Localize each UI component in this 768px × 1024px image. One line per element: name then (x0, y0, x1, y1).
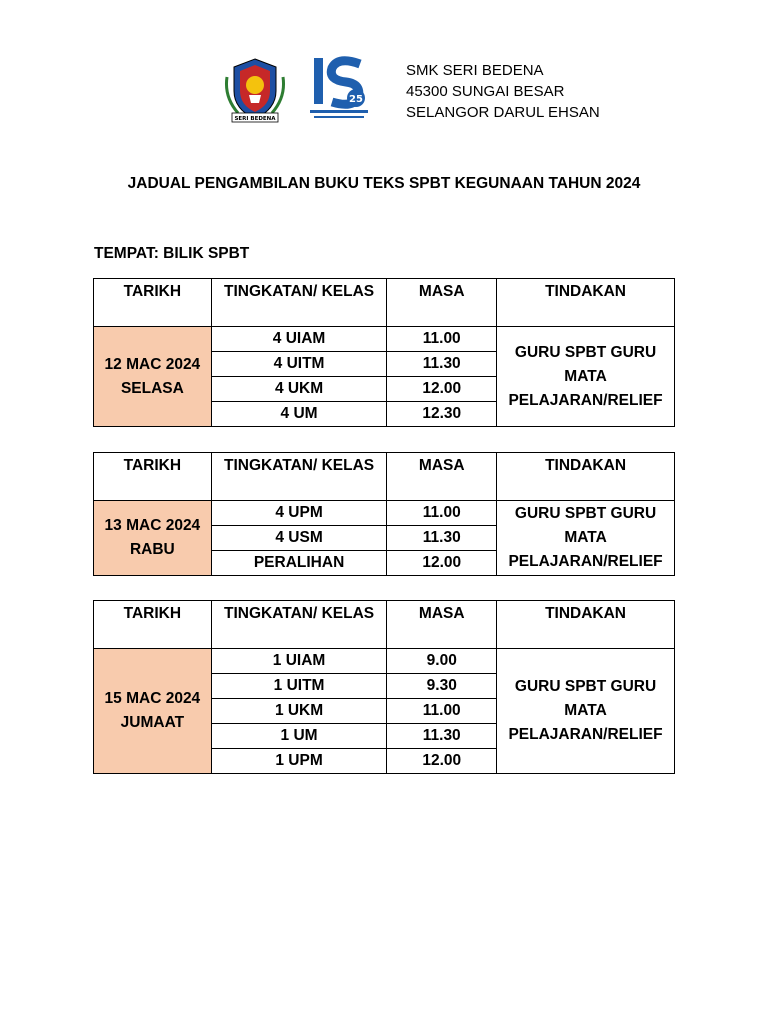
header-tindakan: TINDAKAN (497, 601, 675, 649)
header-tingkatan: TINGKATAN/ KELAS (211, 601, 387, 649)
masa-cell: 11.30 (387, 526, 497, 551)
school-address (406, 60, 600, 123)
masa-cell: 12.00 (387, 377, 497, 402)
header-masa: MASA (387, 279, 497, 327)
table-header-row (94, 279, 675, 327)
svg-text:SERI BEDENA: SERI BEDENA (234, 116, 276, 122)
kelas-cell: PERALIHAN (211, 551, 387, 576)
masa-cell: 11.30 (387, 724, 497, 749)
header-tindakan: TINDAKAN (497, 453, 675, 501)
table-row (94, 501, 675, 526)
header-masa: MASA (387, 453, 497, 501)
header-tarikh: TARIKH (94, 453, 212, 501)
address-line-2: 45300 SUNGAI BESAR (406, 83, 565, 100)
date-cell: 12 MAC 2024 SELASA (94, 327, 212, 427)
masa-cell: 11.00 (387, 327, 497, 352)
kelas-cell: 1 UITM (211, 674, 387, 699)
table-row (94, 327, 675, 352)
kelas-cell: 1 UKM (211, 699, 387, 724)
schedule-table-2 (93, 452, 675, 576)
table-row (94, 649, 675, 674)
tindakan-cell: GURU SPBT GURU MATA PELAJARAN/RELIEF (497, 649, 675, 774)
date-cell: 15 MAC 2024 JUMAAT (94, 649, 212, 774)
masa-cell: 12.00 (387, 749, 497, 774)
document-title: JADUAL PENGAMBILAN BUKU TEKS SPBT KEGUNAAN TAHUN 2024 (127, 175, 641, 192)
masa-cell: 12.30 (387, 402, 497, 427)
school-crest-logo (224, 55, 286, 125)
header-tindakan: TINDAKAN (497, 279, 675, 327)
svg-text:25: 25 (349, 94, 363, 105)
header-masa: MASA (387, 601, 497, 649)
header-tingkatan: TINGKATAN/ KELAS (211, 453, 387, 501)
kelas-cell: 1 UIAM (211, 649, 387, 674)
kelas-cell: 1 UPM (211, 749, 387, 774)
kelas-cell: 4 USM (211, 526, 387, 551)
schedule-table-3 (93, 600, 675, 774)
spbt-logo (308, 56, 370, 124)
address-line-3: SELANGOR DARUL EHSAN (406, 104, 600, 121)
tindakan-cell: GURU SPBT GURU MATA PELAJARAN/RELIEF (497, 501, 675, 576)
masa-cell: 11.00 (387, 501, 497, 526)
kelas-cell: 4 UIAM (211, 327, 387, 352)
masa-cell: 9.00 (387, 649, 497, 674)
header-tingkatan: TINGKATAN/ KELAS (211, 279, 387, 327)
tindakan-cell: GURU SPBT GURU MATA PELAJARAN/RELIEF (497, 327, 675, 427)
address-line-1: SMK SERI BEDENA (406, 62, 544, 79)
kelas-cell: 4 UITM (211, 352, 387, 377)
masa-cell: 11.00 (387, 699, 497, 724)
date-cell: 13 MAC 2024 RABU (94, 501, 212, 576)
table-header-row (94, 453, 675, 501)
header-tarikh: TARIKH (94, 279, 212, 327)
kelas-cell: 4 UKM (211, 377, 387, 402)
table-header-row (94, 601, 675, 649)
location-label: TEMPAT: BILIK SPBT (94, 245, 250, 262)
schedule-table-1 (93, 278, 675, 427)
masa-cell: 11.30 (387, 352, 497, 377)
kelas-cell: 4 UM (211, 402, 387, 427)
kelas-cell: 1 UM (211, 724, 387, 749)
kelas-cell: 4 UPM (211, 501, 387, 526)
masa-cell: 9.30 (387, 674, 497, 699)
masa-cell: 12.00 (387, 551, 497, 576)
header-tarikh: TARIKH (94, 601, 212, 649)
